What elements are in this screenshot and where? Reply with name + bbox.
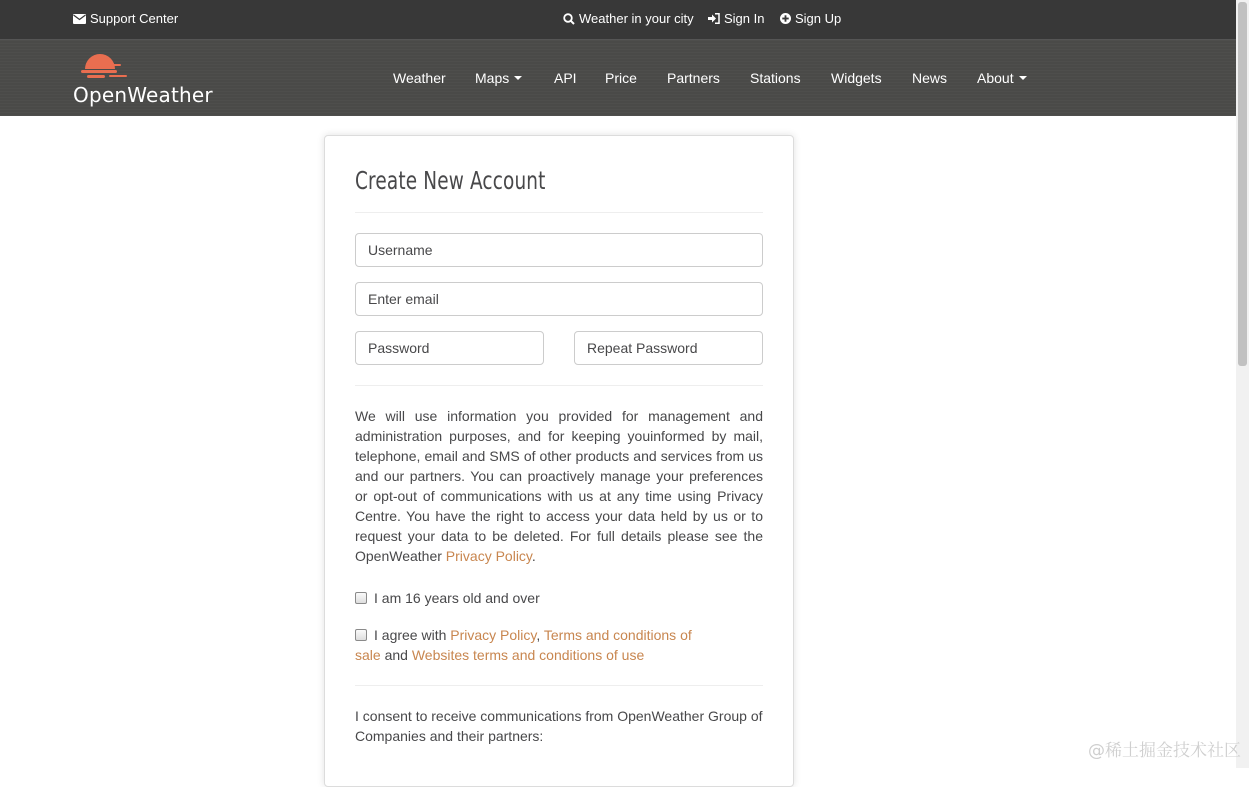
nav-about[interactable] — [977, 70, 1027, 86]
plus-circle-icon — [780, 13, 791, 24]
envelope-icon — [73, 14, 86, 24]
repeat-password-input[interactable] — [574, 331, 763, 365]
nav-news-label: News — [912, 70, 948, 86]
weather-in-city-label: Weather in your city — [579, 11, 694, 26]
consent-text: I consent to receive communications from OpenWeather Group of Companies and their partners: — [355, 708, 763, 744]
nav-price-label: Price — [605, 70, 637, 86]
sign-in-label: Sign In — [724, 11, 765, 26]
nav-about-label: About — [977, 70, 1014, 86]
watermark: @稀土掘金技术社区 — [1088, 741, 1241, 761]
sign-in-icon — [708, 13, 720, 24]
privacy-notice — [355, 406, 763, 566]
top-utility-bar — [0, 0, 1236, 39]
create-account-card — [324, 135, 794, 787]
privacy-notice-text: We will use information you provided for management and administration purposes, and for keeping youinformed by mail, telephone, email and SMS of other products and services from us and our partners. You can proactively manage your preferences or opt-out of communications with us at any time using Privacy Centre. You have the right to access your data held by us or to request your data to be deleted. For full details please see the OpenWeather — [355, 408, 763, 564]
nav-maps-label: Maps — [475, 70, 510, 86]
privacy-notice-end: . — [531, 548, 536, 564]
sign-in-link[interactable] — [708, 11, 764, 26]
main-navbar — [0, 39, 1236, 116]
search-icon — [563, 13, 575, 25]
scrollbar-thumb[interactable] — [1238, 2, 1247, 366]
weather-in-city-link[interactable] — [563, 11, 694, 26]
support-center-link[interactable] — [73, 11, 178, 26]
age-check-row — [355, 588, 540, 608]
divider — [355, 212, 763, 213]
sign-up-label: Sign Up — [795, 11, 842, 26]
agree-and: and — [384, 647, 408, 663]
agree-privacy-policy-link[interactable]: Privacy Policy — [450, 627, 537, 643]
nav-stations[interactable] — [750, 70, 801, 86]
agree-check-row — [355, 625, 700, 665]
password-input[interactable] — [355, 331, 544, 365]
username-input[interactable] — [355, 233, 763, 267]
agree-prefix: I agree with — [374, 627, 447, 643]
page-title: Create New Account — [355, 166, 546, 195]
terms-of-sale-link[interactable]: Terms and conditions of sale — [355, 627, 692, 663]
support-center-label: Support Center — [90, 11, 179, 26]
nav-api-label: API — [554, 70, 577, 86]
caret-down-icon — [1019, 76, 1027, 80]
logo-text: OpenWeather — [73, 83, 213, 107]
page-scrollbar[interactable] — [1236, 0, 1249, 768]
nav-weather[interactable] — [393, 70, 446, 86]
nav-maps[interactable] — [475, 70, 522, 86]
age-checkbox[interactable] — [355, 592, 367, 604]
sun-logo-icon — [77, 49, 137, 85]
age-check-label: I am 16 years old and over — [374, 590, 540, 606]
email-input[interactable] — [355, 282, 763, 316]
divider — [355, 685, 763, 686]
caret-down-icon — [514, 76, 522, 80]
nav-api[interactable] — [554, 70, 577, 86]
nav-stations-label: Stations — [750, 70, 801, 86]
nav-weather-label: Weather — [393, 70, 446, 86]
nav-partners[interactable] — [667, 70, 720, 86]
privacy-policy-link[interactable]: Privacy Policy — [445, 548, 532, 564]
nav-widgets[interactable] — [831, 70, 882, 86]
nav-price[interactable] — [605, 70, 637, 86]
nav-partners-label: Partners — [667, 70, 720, 86]
nav-widgets-label: Widgets — [831, 70, 882, 86]
sign-up-link[interactable] — [780, 11, 841, 26]
nav-news[interactable] — [912, 70, 947, 86]
agree-checkbox[interactable] — [355, 629, 367, 641]
website-terms-link[interactable]: Websites terms and conditions of use — [411, 647, 645, 663]
divider — [355, 385, 763, 386]
agree-separator: , — [536, 627, 541, 643]
openweather-logo[interactable] — [72, 49, 212, 109]
